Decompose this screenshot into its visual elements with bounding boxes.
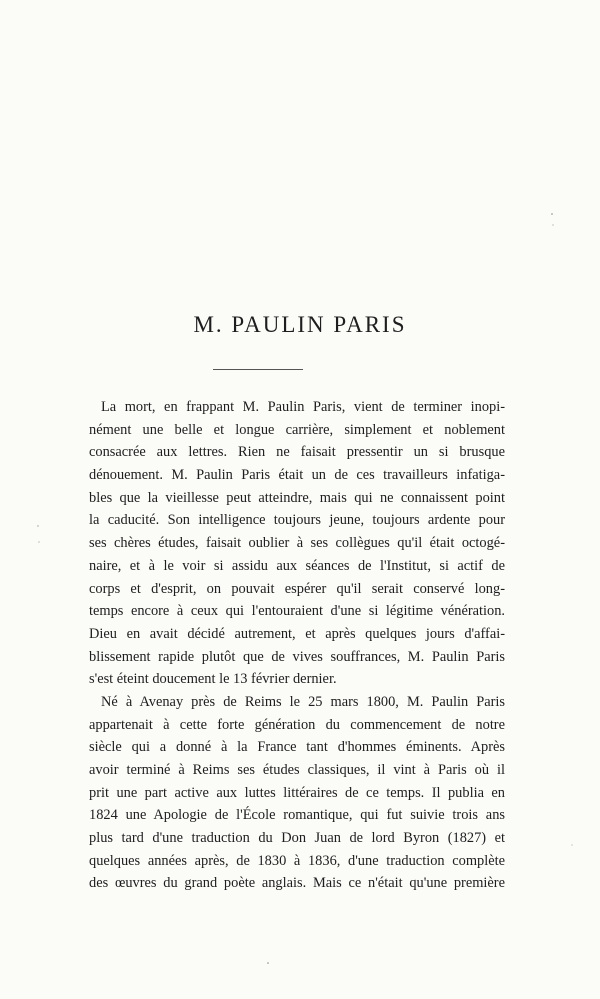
text-line: appartenait à cette forte génération du commencement de notre [89,716,505,733]
text-line: corps et d'esprit, on pouvait espérer qu'il serait conservé long- [89,580,505,597]
text-line: ses chères études, faisait oublier à ses collègues qu'il était octogé- [89,535,505,552]
text-line: s'est éteint doucement le 13 février dernier. [89,671,337,688]
text-line: prit une part active aux luttes littéraires de ce temps. Il publia en [89,784,505,801]
text-line: plus tard d'une traduction du Don Juan de lord Byron (1827) et [89,830,505,847]
text-line: Dieu en avait décidé autrement, et après quelques jours d'affai- [89,625,505,642]
text-line: Né à Avenay près de Reims le 25 mars 1800, M. Paulin Paris [101,693,505,710]
text-line: temps encore à ceux qui l'entouraient d'une si légitime vénération. [89,603,505,620]
text-line: nément une belle et longue carrière, simplement et noblement [89,421,505,438]
text-line: la caducité. Son intelligence toujours jeune, toujours ardente pour [89,512,505,529]
text-line: naire, et à le voir si assidu aux séances de l'Institut, si actif de [89,557,505,574]
text-line: 1824 une Apologie de l'École romantique, qui fut suivie trois ans [89,807,505,824]
text-line: dénouement. M. Paulin Paris était un de ces travailleurs infatiga- [89,467,505,484]
text-line: siècle qui a donné à la France tant d'hommes éminents. Après [89,739,505,756]
text-line: quelques années après, de 1830 à 1836, d'une traduction complète [89,852,505,869]
text-line: avoir terminé à Reims ses études classiques, il vint à Paris où il [89,762,505,778]
text-line: La mort, en frappant M. Paulin Paris, vient de terminer inopi- [101,399,505,415]
page-title: M. PAULIN PARIS [193,312,407,337]
text-line: consacrée aux lettres. Rien ne faisait pressentir un si brusque [89,444,505,461]
text-line: des œuvres du grand poète anglais. Mais ce n'était qu'une première [89,875,505,892]
text-line: blissement rapide plutôt que de vives souffrances, M. Paulin Paris [89,648,505,665]
text-line: bles que la vieillesse peut atteindre, mais qui ne connaissent point [89,489,505,506]
